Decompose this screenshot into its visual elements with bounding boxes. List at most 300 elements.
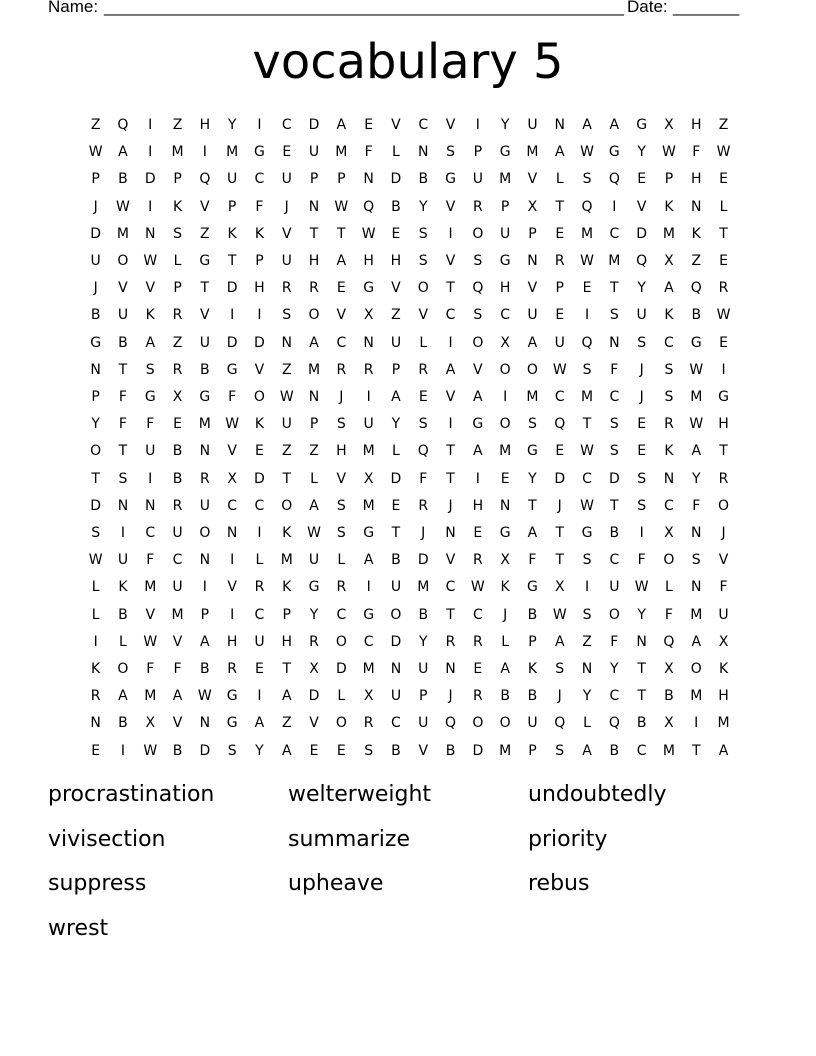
grid-letter: S [227, 742, 237, 759]
grid-letter: B [391, 198, 401, 215]
grid-letter: O [335, 715, 347, 732]
grid-letter: Y [637, 606, 646, 623]
grid-letter: S [336, 497, 346, 514]
grid-letter: A [554, 144, 565, 161]
grid-letter: T [282, 661, 292, 677]
grid-letter: B [118, 715, 128, 732]
grid-letter: H [690, 171, 702, 188]
grid-letter: A [609, 117, 620, 133]
grid-letter: E [582, 280, 592, 297]
grid-letter: O [663, 552, 675, 569]
grid-letter: P [664, 171, 674, 188]
grid-row [82, 656, 736, 683]
grid-letter: R [172, 361, 183, 378]
grid-letter: T [446, 470, 455, 487]
grid-letter: C [363, 633, 374, 650]
grid-letter: C [609, 389, 620, 405]
grid-letter: S [609, 307, 619, 324]
grid-letter: G [226, 361, 238, 378]
grid-letter: E [719, 253, 728, 269]
grid-letter: F [719, 579, 728, 596]
grid-letter: Q [199, 171, 211, 188]
grid-letter: O [526, 361, 538, 378]
grid-letter: X [664, 715, 674, 732]
grid-letter: M [580, 389, 594, 405]
grid-letter: C [609, 552, 620, 569]
grid-letter: E [719, 171, 728, 188]
grid-letter: S [528, 416, 537, 433]
grid-letter: A [582, 742, 592, 759]
grid-letter: V [200, 198, 210, 215]
grid-letter: D [90, 225, 102, 242]
grid-letter: X [718, 633, 729, 650]
grid-letter: X [363, 470, 374, 487]
grid-letter: C [418, 117, 429, 133]
grid-letter: B [172, 742, 183, 759]
grid-letter: A [145, 334, 156, 351]
grid-letter: A [554, 633, 565, 650]
grid-letter: A [118, 144, 128, 161]
grid-letter: I [448, 416, 453, 433]
grid-letter: E [637, 171, 647, 188]
grid-letter: F [610, 633, 619, 650]
grid-letter: M [662, 742, 675, 759]
grid-letter: J [721, 525, 726, 541]
grid-letter: O [499, 416, 511, 433]
grid-letter: B [609, 742, 620, 759]
grid-letter: M [280, 552, 293, 569]
grid-letter: N [281, 334, 292, 351]
grid-letter: X [309, 661, 319, 677]
grid-letter: F [528, 552, 537, 569]
grid-letter: W [580, 144, 594, 161]
grid-letter: R [445, 633, 456, 650]
grid-letter: G [690, 334, 702, 351]
grid-letter: A [118, 688, 128, 705]
grid-letter: V [200, 307, 210, 324]
grid-letter: U [172, 525, 183, 541]
grid-letter: C [227, 497, 238, 514]
grid-letter: J [93, 198, 98, 215]
grid-letter: M [526, 144, 539, 161]
grid-letter: C [336, 334, 347, 351]
grid-letter: V [391, 280, 401, 297]
grid-letter: J [284, 198, 289, 215]
grid-letter: W [361, 225, 376, 242]
grid-letter: B [118, 334, 128, 351]
grid-letter: A [718, 742, 729, 759]
grid-letter: I [366, 389, 371, 405]
grid-letter: E [555, 307, 565, 324]
grid-letter: D [308, 688, 320, 705]
grid-letter: U [390, 579, 402, 596]
grid-letter: D [254, 470, 265, 487]
grid-letter: K [718, 661, 729, 677]
grid-letter: G [199, 253, 211, 269]
grid-letter: Q [608, 171, 620, 188]
grid-letter: G [226, 688, 238, 705]
grid-letter: G [527, 443, 538, 460]
grid-letter: U [609, 579, 620, 596]
grid-letter: L [555, 171, 564, 188]
grid-letter: E [500, 470, 510, 487]
word-list-item: wrest [48, 915, 109, 941]
grid-letter: S [473, 253, 483, 269]
grid-letter: P [200, 606, 210, 623]
grid-letter: U [527, 117, 538, 133]
grid-letter: O [335, 633, 347, 650]
grid-letter: T [719, 225, 728, 242]
grid-letter: S [664, 361, 674, 378]
grid-letter: H [308, 253, 320, 269]
grid-letter: A [527, 525, 538, 541]
grid-row [82, 738, 736, 765]
grid-letter: G [445, 171, 456, 188]
grid-letter: S [582, 552, 592, 569]
grid-letter: N [691, 198, 702, 215]
grid-letter: W [580, 497, 594, 514]
grid-letter: B [500, 688, 510, 705]
grid-letter: I [93, 633, 98, 650]
grid-letter: S [418, 253, 428, 269]
grid-letter: U [281, 253, 292, 269]
grid-letter: J [421, 525, 426, 541]
grid-letter: V [281, 225, 292, 242]
grid-row [82, 139, 736, 166]
grid-letter: L [255, 552, 264, 569]
grid-letter: S [691, 552, 701, 569]
grid-letter: G [499, 144, 511, 161]
grid-letter: Q [363, 198, 375, 215]
grid-letter: R [90, 688, 101, 705]
grid-letter: L [419, 334, 428, 351]
grid-letter: A [309, 497, 319, 514]
grid-letter: G [363, 280, 375, 297]
grid-letter: R [418, 497, 429, 514]
grid-letter: H [499, 280, 511, 297]
grid-letter: K [664, 443, 674, 460]
grid-letter: Z [309, 443, 319, 460]
grid-letter: R [309, 633, 319, 650]
grid-letter: W [634, 579, 649, 596]
grid-letter: D [335, 661, 347, 677]
grid-letter: G [308, 579, 320, 596]
grid-letter: L [91, 606, 100, 623]
grid-letter: G [718, 389, 729, 405]
grid-letter: P [255, 253, 264, 269]
grid-letter: U [554, 334, 565, 351]
grid-letter: Y [418, 198, 428, 215]
grid-letter: V [527, 171, 538, 188]
word-list-item: rebus [528, 871, 590, 896]
word-list-item: upheave [288, 871, 384, 896]
grid-letter: X [227, 470, 237, 487]
grid-letter: O [718, 497, 730, 514]
grid-letter: V [254, 361, 265, 378]
grid-letter: A [254, 715, 265, 732]
grid-letter: F [228, 389, 237, 405]
grid-letter: N [363, 334, 374, 351]
grid-letter: F [692, 497, 701, 514]
grid-letter: Y [610, 661, 619, 677]
grid-letter: Z [281, 443, 292, 460]
grid-letter: S [118, 470, 128, 487]
date-label: Date: [627, 0, 668, 16]
grid-letter: E [418, 389, 428, 405]
grid-letter: U [390, 334, 402, 351]
grid-letter: D [254, 334, 265, 351]
grid-letter: O [608, 606, 620, 623]
grid-letter: U [718, 606, 729, 623]
grid-letter: T [610, 280, 619, 297]
grid-letter: N [145, 225, 156, 242]
grid-letter: B [118, 606, 128, 623]
grid-letter: S [582, 171, 592, 188]
grid-letter: B [200, 661, 210, 677]
grid-letter: W [334, 198, 349, 215]
grid-row [82, 221, 736, 248]
grid-letter: B [200, 361, 210, 378]
grid-letter: P [91, 171, 100, 188]
grid-letter: M [116, 225, 129, 242]
header-line [48, 0, 748, 18]
grid-letter: R [472, 198, 483, 215]
grid-letter: O [281, 497, 293, 514]
grid-letter: O [390, 606, 402, 623]
grid-letter: A [473, 443, 483, 460]
grid-letter: L [337, 688, 346, 705]
grid-row [82, 547, 736, 574]
grid-letter: N [581, 661, 593, 677]
grid-letter: M [226, 144, 239, 161]
word-list-item: vivisection [48, 826, 166, 852]
grid-letter: T [282, 470, 292, 487]
grid-letter: C [582, 470, 592, 487]
grid-letter: E [255, 443, 264, 460]
grid-letter: S [555, 742, 565, 759]
grid-letter: B [527, 606, 538, 623]
grid-row [82, 194, 736, 221]
grid-letter: F [692, 144, 701, 161]
grid-letter: I [257, 525, 262, 541]
grid-letter: E [637, 416, 647, 433]
grid-letter: H [718, 416, 729, 433]
grid-letter: S [555, 661, 565, 677]
grid-letter: E [473, 661, 483, 677]
grid-letter: O [253, 389, 265, 405]
grid-letter: A [391, 389, 401, 405]
grid-letter: X [500, 334, 510, 351]
grid-letter: R [554, 253, 565, 269]
grid-letter: G [608, 144, 620, 161]
grid-letter: A [336, 117, 347, 133]
grid-letter: M [690, 688, 703, 705]
grid-letter: R [336, 361, 347, 378]
grid-letter: D [90, 497, 102, 514]
grid-letter: A [445, 361, 456, 378]
grid-letter: V [445, 552, 456, 569]
grid-letter: O [499, 715, 511, 732]
grid-letter: N [527, 253, 538, 269]
grid-letter: C [500, 307, 511, 324]
grid-letter: N [663, 470, 675, 487]
grid-letter: Y [391, 416, 401, 433]
grid-letter: W [552, 361, 567, 378]
grid-letter: I [694, 715, 699, 732]
grid-letter: L [91, 579, 100, 596]
grid-letter: W [307, 525, 321, 541]
grid-letter: U [281, 416, 292, 433]
grid-letter: I [120, 742, 126, 759]
grid-letter: F [637, 552, 646, 569]
grid-letter: Q [554, 416, 566, 433]
grid-row [82, 112, 736, 139]
grid-letter: E [255, 661, 264, 677]
grid-letter: V [527, 280, 538, 297]
grid-letter: Z [172, 334, 183, 351]
grid-letter: W [143, 253, 158, 269]
grid-letter: E [391, 225, 401, 242]
grid-letter: X [664, 661, 674, 677]
grid-letter: T [691, 742, 701, 759]
grid-letter: F [146, 552, 155, 569]
grid-letter: W [580, 253, 594, 269]
grid-letter: Y [500, 117, 510, 133]
grid-letter: D [308, 117, 320, 133]
grid-letter: Y [418, 633, 428, 650]
grid-letter: K [664, 307, 674, 324]
grid-letter: K [691, 225, 701, 242]
word-list-item: welterweight [288, 782, 432, 807]
grid-letter: T [91, 470, 100, 487]
grid-letter: S [664, 389, 674, 405]
grid-letter: V [336, 470, 347, 487]
grid-row [82, 710, 736, 737]
grid-letter: U [281, 171, 292, 188]
grid-letter: D [226, 334, 238, 351]
grid-letter: R [718, 280, 729, 297]
grid-letter: W [197, 688, 212, 705]
grid-letter: V [172, 633, 183, 650]
grid-letter: I [448, 334, 453, 351]
grid-letter: A [500, 661, 510, 677]
grid-letter: V [418, 742, 429, 759]
grid-row [82, 466, 736, 493]
grid-letter: L [119, 633, 127, 650]
grid-letter: J [503, 606, 508, 623]
grid-letter: B [445, 742, 456, 759]
word-list-item: priority [528, 826, 608, 852]
grid-letter: U [145, 443, 156, 460]
grid-letter: I [448, 225, 453, 242]
grid-letter: B [609, 525, 620, 541]
grid-letter: C [281, 117, 292, 133]
grid-row [82, 574, 736, 601]
grid-letter: T [337, 225, 346, 242]
grid-letter: E [637, 443, 647, 460]
grid-letter: A [172, 688, 183, 705]
grid-letter: T [446, 443, 455, 460]
grid-letter: E [473, 525, 483, 541]
grid-letter: S [91, 525, 101, 541]
grid-letter: F [173, 661, 182, 677]
grid-letter: I [202, 144, 207, 161]
grid-row [82, 166, 736, 193]
letter-grid [82, 112, 736, 762]
grid-letter: U [117, 307, 129, 324]
grid-letter: K [254, 225, 265, 242]
grid-letter: T [446, 280, 455, 297]
grid-letter: W [88, 552, 103, 569]
grid-letter: A [281, 742, 292, 759]
date-blank: _______ [673, 0, 740, 16]
grid-letter: X [554, 579, 565, 596]
grid-letter: C [336, 606, 347, 623]
grid-row [82, 602, 736, 629]
grid-letter: H [472, 497, 484, 514]
grid-letter: J [448, 497, 453, 514]
grid-letter: W [470, 579, 485, 596]
grid-letter: S [609, 443, 619, 460]
grid-letter: T [582, 416, 592, 433]
grid-letter: V [636, 198, 647, 215]
grid-letter: U [472, 171, 483, 188]
grid-letter: G [363, 606, 375, 623]
grid-letter: R [281, 280, 292, 297]
grid-letter: N [199, 715, 211, 732]
grid-letter: W [279, 389, 294, 405]
grid-letter: I [257, 307, 262, 324]
grid-letter: D [390, 470, 402, 487]
grid-letter: H [254, 280, 265, 297]
grid-letter: V [445, 198, 456, 215]
grid-letter: P [282, 606, 291, 623]
grid-letter: U [308, 144, 320, 161]
grid-letter: S [473, 307, 483, 324]
grid-letter: M [171, 144, 184, 161]
grid-letter: Q [117, 117, 129, 133]
grid-letter: N [363, 171, 374, 188]
grid-letter: M [499, 171, 512, 188]
grid-letter: N [308, 198, 320, 215]
grid-letter: H [281, 633, 292, 650]
grid-letter: A [281, 688, 292, 705]
grid-letter: E [555, 443, 565, 460]
grid-letter: V [445, 389, 456, 405]
grid-letter: U [308, 552, 320, 569]
grid-letter: M [198, 416, 211, 433]
grid-letter: R [172, 497, 183, 514]
grid-letter: I [721, 361, 726, 378]
grid-letter: I [148, 198, 153, 215]
grid-letter: A [582, 117, 592, 133]
grid-letter: M [499, 742, 512, 759]
grid-letter: A [691, 443, 702, 460]
grid-letter: U [363, 416, 374, 433]
grid-letter: I [257, 117, 262, 133]
grid-letter: L [719, 198, 728, 215]
grid-letter: Z [582, 633, 592, 650]
grid-letter: N [418, 144, 429, 161]
grid-letter: O [472, 334, 484, 351]
grid-letter: I [503, 389, 508, 405]
grid-letter: H [690, 117, 702, 133]
grid-letter: J [557, 497, 562, 514]
grid-letter: V [145, 606, 156, 623]
grid-letter: U [418, 661, 429, 677]
grid-letter: N [691, 579, 702, 596]
grid-letter: H [390, 253, 402, 269]
